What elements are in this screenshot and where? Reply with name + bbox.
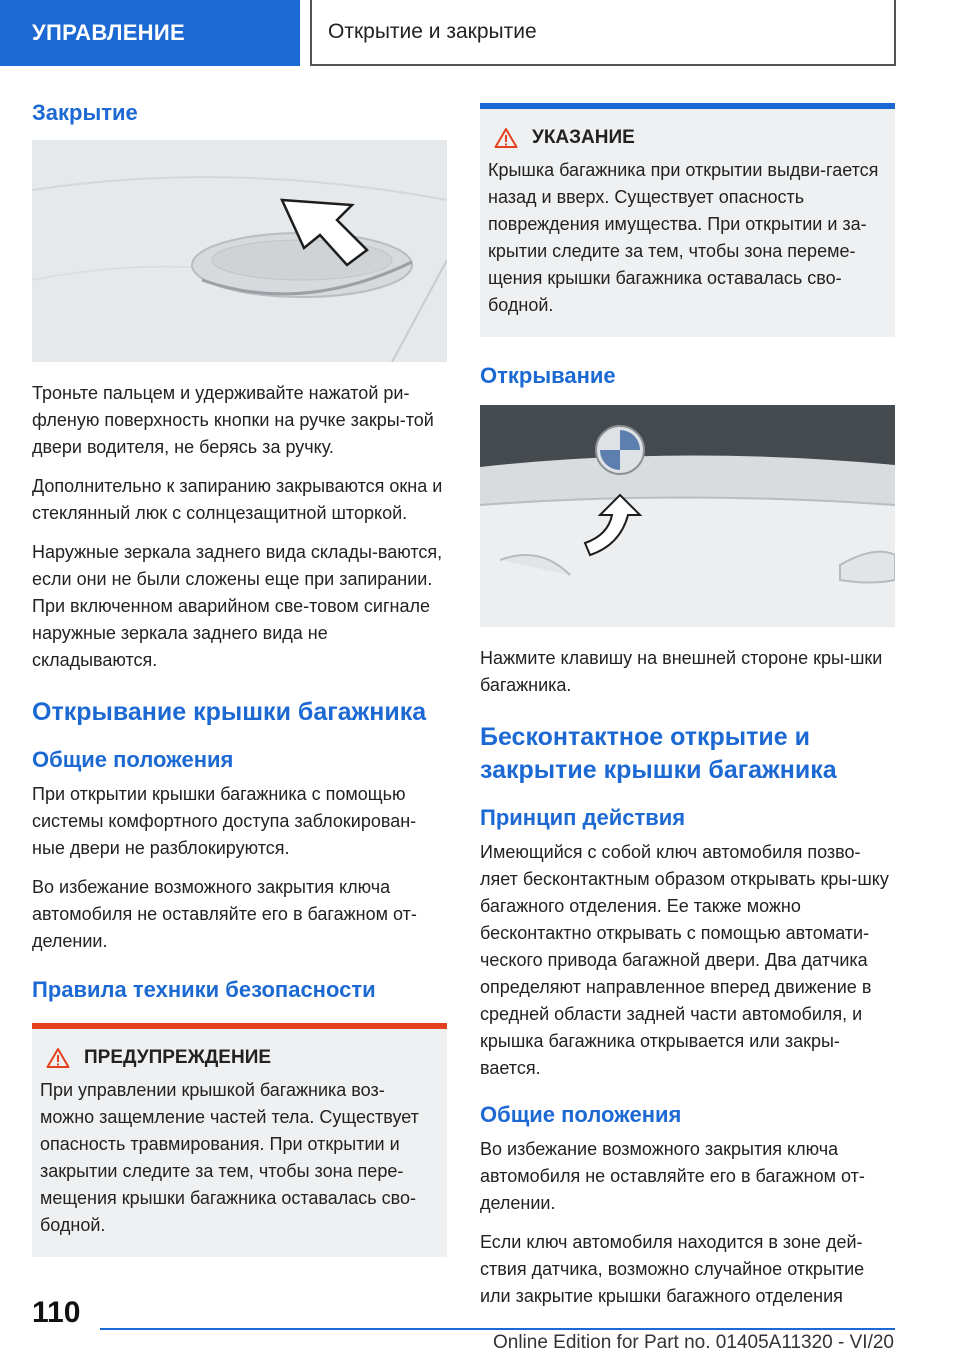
general2-paragraph-1: Во избежание возможного закрытия ключа автомобиля не оставляйте его в багажном от-делении. — [480, 1139, 865, 1213]
warning-text: При управлении крышкой багажника воз-можно защемление частей тела. Существует опасность травмирования. При открытии и закрытии следите за тем, чтобы зона пере-мещения крышки багажника оставалась сво-бодной. — [40, 1080, 419, 1235]
warning-box — [32, 1029, 447, 1257]
general-paragraph-1: При открытии крышки багажника с помощью системы комфортного доступа заблокирован-ные двери не разблокируются. — [32, 784, 417, 858]
warning-title: ПРЕДУПРЕЖДЕНИЕ — [84, 1047, 272, 1068]
trunk-button-image — [480, 405, 895, 627]
footer-divider — [100, 1328, 895, 1330]
closing-paragraph-1: Троньте пальцем и удерживайте нажатой ри-фленую поверхность кнопки на ручке закры-той двери водителя, не берясь за ручку. — [32, 383, 434, 457]
note-title: УКАЗАНИЕ — [532, 127, 635, 148]
principle-heading: Принцип действия — [480, 805, 686, 830]
door-handle-image — [32, 140, 447, 362]
general2-heading: Общие положения — [480, 1102, 682, 1127]
section-tab: УПРАВЛЕНИЕ — [0, 0, 300, 66]
general-paragraph-2: Во избежание возможного закрытия ключа автомобиля не оставляйте его в багажном от-делении. — [32, 877, 417, 951]
general2-paragraph-2: Если ключ автомобиля находится в зоне дей-ствия датчика, возможно случайное открытие или закрытие крышки багажного отделения — [480, 1232, 865, 1306]
right-column — [480, 103, 895, 1322]
opening-heading: Открывание — [480, 363, 616, 388]
closing-paragraph-2: Дополнительно к запиранию закрываются окна и стеклянный люк с солнцезащитной шторкой. — [32, 476, 443, 523]
topic-title: Открытие и закрытие — [310, 0, 896, 66]
closing-paragraph-3: Наружные зеркала заднего вида склады-ваются, если они не были сложены еще при запирании. При включенном аварийном све-товом сигнале наружные зеркала заднего вида не складываются. — [32, 542, 443, 670]
contactless-heading: Бесконтактное открытие и закрытие крышки багажника — [480, 723, 837, 784]
edition-link[interactable]: Online Edition for Part no. 01405A11320 - VI/20 — [492, 1332, 894, 1353]
warning-triangle-icon — [46, 1047, 70, 1069]
principle-paragraph-1: Имеющийся с собой ключ автомобиля позво-ляет бесконтактным образом открывать кры-шку багажного отделения. Ее также можно бесконтактно открывать с помощью автомати-ческого привода багажной двери. Два датчика определяют направленное вперед движение в средней области задней части автомобиля, и крышка багажника открывается или закры-вается. — [480, 842, 889, 1078]
general-heading: Общие положения — [32, 747, 234, 772]
page-number: 110 — [32, 1296, 81, 1329]
trunk-button-illustration — [480, 405, 895, 627]
note-triangle-icon — [494, 127, 518, 149]
opening-paragraph-1: Нажмите клавишу на внешней стороне кры-шки багажника. — [480, 648, 883, 695]
closing-heading: Закрытие — [32, 100, 138, 125]
left-column — [32, 100, 447, 1275]
safety-heading: Правила техники безопасности — [32, 977, 376, 1002]
door-handle-illustration — [32, 140, 447, 362]
trunk-opening-heading: Открывание крышки багажника — [32, 698, 427, 726]
note-box — [480, 109, 895, 337]
note-text: Крышка багажника при открытии выдви-гается назад и вверх. Существует опасность повреждения имущества. При открытии и за-крытии следите за тем, чтобы зона переме-щения крышки багажника оставалась сво-бодной. — [488, 160, 879, 315]
